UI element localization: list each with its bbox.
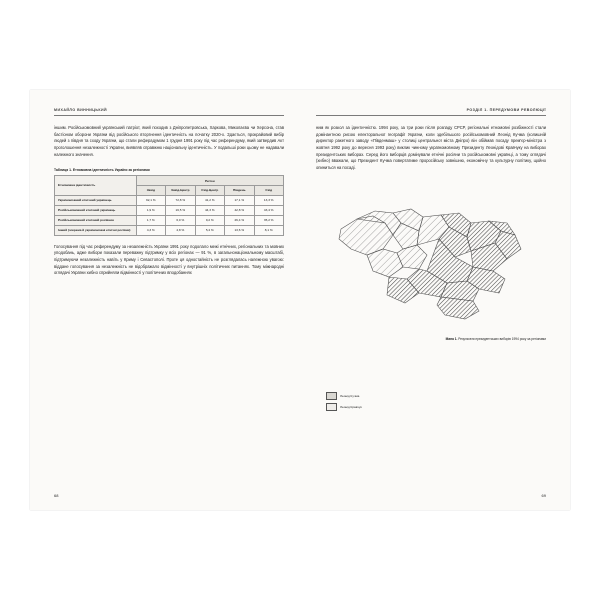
table-cell: 4,3 % <box>136 225 165 235</box>
table-body <box>55 196 284 236</box>
map-figure <box>316 183 546 341</box>
right-page-body <box>316 125 546 177</box>
legend-item <box>326 403 362 411</box>
table-cell: 1,7 % <box>136 215 165 225</box>
table-cell: 9,2 % <box>195 215 224 225</box>
table-cell: 35,2 % <box>254 215 284 225</box>
table-row-label: Україномовний етнічний українець <box>55 196 137 206</box>
paragraph: ним як розкол за ідентичністю. 1994 року, за три роки після розпаду СРСР, регіональні етномовні розбіжності стали домінантною рисою електоральної географії України, коли здебільшого російськомовний Леонід Кучма (колишній директор ракетного заводу «Південмаш» у столиці центральної міста Дніпро) він обіймав посаду прем'єр-міністра з жовтня 1992 року до вересня 1993 року) виклик чинному україномовному Президенту Леонідові Кравчуку на виборах президентських виборах. Серед його виборців домінували етнічні росіяни та російськомовні українці, а тому оглядачі (хибно) вважали, що Президент Кучма повертатиме проросійську зовнішню, економічну та культурну політику, щойно опиниться на посаді. <box>316 125 546 170</box>
header-rule-left <box>54 115 284 116</box>
legend-item <box>326 392 362 400</box>
table-row <box>55 196 284 206</box>
table-col-zahid-centr: Захід-Центр <box>166 186 195 196</box>
header-rule-right <box>316 115 546 116</box>
book-spread <box>30 90 570 510</box>
table-cell: 92,1 % <box>136 196 165 206</box>
table-head <box>55 176 284 196</box>
map-legend <box>326 392 362 414</box>
table-col-shid-centr: Схід-Центр <box>195 186 224 196</box>
table-cell: 5,4 % <box>195 225 224 235</box>
table-cell: 4,8 % <box>166 225 195 235</box>
table-cell: 41,2 % <box>195 196 224 206</box>
table-cell: 13,3 % <box>254 196 284 206</box>
legend-swatch-kravchuk-icon <box>326 403 337 411</box>
right-page <box>300 90 570 510</box>
table-cell: 72,8 % <box>166 196 195 206</box>
page-number-right: 69 <box>541 493 546 498</box>
table-cell: 8,1 % <box>254 225 284 235</box>
map-caption-label: Мапа 1. <box>445 337 458 342</box>
table-cell: 43,4 % <box>254 205 284 215</box>
table-cell: 42,8 % <box>225 205 254 215</box>
table-row-label: Російськомовний етнічний українець <box>55 205 137 215</box>
table-row <box>55 215 284 225</box>
table-col-pivden: Південь <box>225 186 254 196</box>
table-row-label: Російськомовний етнічний росіянин <box>55 215 137 225</box>
table-cell: 17,1 % <box>225 196 254 206</box>
table-row-label: Інший (зокрема й україномовні етнічні росіяни) <box>55 225 137 235</box>
paragraph: іншим. Російськомовний український патріот, який походив з Дніпропетровська, Харкова, Миколаєва чи Херсона, став бастіоном оборони України від російського вторгнення ідентичність на початку 2020-х. Здається, прокрайовий вибір людей з півдня та сходу України, що стали реферадумом 1 грудня 1991 року під час референдуму, який затвердив Акт проголошення незалежності України, виявляв справжню національну ідентичність. У подальші роки цьому не надавали належного значення. <box>54 125 284 157</box>
table-header-group-row <box>55 176 284 186</box>
left-page-body-continued <box>54 244 284 283</box>
table-col-zahid: Захід <box>136 186 165 196</box>
running-head-left: МИХАЙЛО ВИННИЦЬКИЙ <box>54 108 108 112</box>
table-cell: 26,4 % <box>225 215 254 225</box>
table-cell: 1,9 % <box>136 205 165 215</box>
map-caption-text: Результати президентських виборів 1994 року за регіонами <box>458 337 546 342</box>
table-col-shid: Схід <box>254 186 284 196</box>
left-page-body <box>54 125 284 164</box>
legend-label: Леонід Кучма <box>340 394 360 398</box>
legend-swatch-kuchma-icon <box>326 392 337 400</box>
paragraph: Голосування під час референдуму за незалежність України 1991 року подолало межі етнічних, регіональних та мовних уподобань, адже вибори показали переважну підтримку у всіх регіонах — 91 %, в загальнонаціональному масштабі, підтримуючи незалежність навіть у Криму і Севастополі. Проте ця одностайність не розглядалась належною увагою: віддане голосування за незалежність не відображало відмінності у внутрішніх політичних питаннях. Тому міжнародні оглядачі України хибно сприйняли відмінності у політичних вподобаннях <box>54 243 284 276</box>
table-cell: 16,5 % <box>166 205 195 215</box>
page-number-left: 68 <box>54 493 59 498</box>
table-cell: 13,6 % <box>225 225 254 235</box>
ukraine-election-map-1994 <box>323 183 539 333</box>
running-head-right: РОЗДІЛ 1. ПЕРЕДУМОВИ РЕВОЛЮЦІЇ <box>466 108 546 112</box>
table-row <box>55 225 284 235</box>
table-cell: 44,3 % <box>195 205 224 215</box>
table-row-header-label: Етномовна ідентичність <box>55 176 137 196</box>
table-col-group-label: Регіон <box>136 176 283 186</box>
legend-label: Леонід Кравчук <box>340 405 362 409</box>
table-caption: Таблиця 1. Етномовна ідентичність України за регіонами <box>54 168 150 173</box>
map-caption <box>316 337 546 341</box>
ethnolinguistic-identity-table <box>54 175 284 236</box>
table-row <box>55 205 284 215</box>
table-cell: 6,0 % <box>166 215 195 225</box>
left-page <box>30 90 300 510</box>
